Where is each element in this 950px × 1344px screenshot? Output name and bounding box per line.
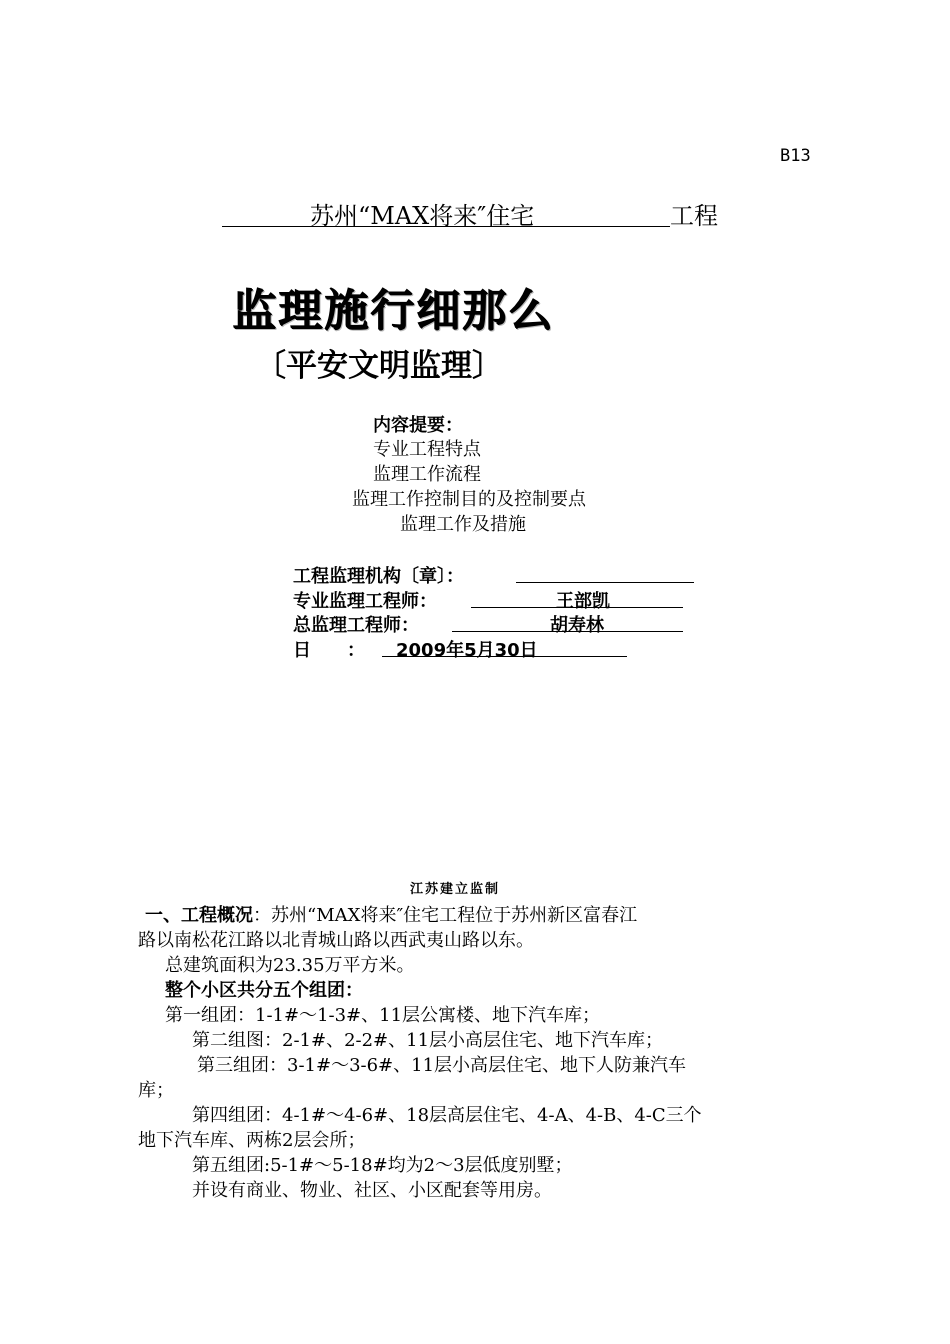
project-suffix: 工程 bbox=[670, 202, 718, 230]
document-title: 监理施行细那么 bbox=[232, 285, 554, 336]
area-text: 总建筑面积为23.35万平方米。 bbox=[165, 955, 415, 976]
engineer-label: 专业监理工程师： bbox=[293, 591, 437, 612]
document-code: B13 bbox=[780, 146, 811, 166]
group-2: 第二组图：2-1#、2-2#、11层小高层住宅、地下汽车库； bbox=[192, 1030, 664, 1051]
contents-item: 监理工作流程 bbox=[373, 464, 481, 485]
overview-colon: ： bbox=[253, 905, 271, 926]
org-label: 工程监理机构〔章〕： bbox=[293, 566, 464, 587]
chief-value: 胡寿林 bbox=[550, 615, 604, 636]
contents-label: 内容提要： bbox=[373, 415, 463, 436]
group-3-continued: 库； bbox=[138, 1080, 174, 1101]
overview-text: 苏州“MAX将来″住宅工程位于苏州新区富春江 bbox=[271, 905, 638, 926]
group-4: 第四组团：4-1#～4-6#、18层高层住宅、4-A、4-B、4-C三个 bbox=[192, 1105, 702, 1126]
date-value: 2009年5月30日 bbox=[396, 640, 538, 661]
facilities-text: 并设有商业、物业、社区、小区配套等用房。 bbox=[192, 1180, 552, 1201]
groups-heading: 整个小区共分五个组团： bbox=[165, 980, 363, 1001]
overview-paragraph bbox=[145, 901, 637, 927]
date-label: 日 ： bbox=[293, 640, 365, 661]
contents-item: 监理工作及措施 bbox=[400, 514, 526, 535]
document-subtitle: 〔平安文明监理〕 bbox=[255, 348, 503, 384]
footer-organization: 江苏建立监制 bbox=[410, 882, 501, 897]
group-4-continued: 地下汽车库、两栋2层会所； bbox=[138, 1130, 366, 1151]
overview-text-continued: 路以南松花江路以北青城山路以西武夷山路以东。 bbox=[138, 930, 534, 951]
group-1: 第一组团：1-1#～1-3#、11层公寓楼、地下汽车库； bbox=[165, 1005, 601, 1026]
org-signature-line bbox=[516, 560, 694, 583]
group-5: 第五组团:5-1#～5-18#均为2～3层低度别墅； bbox=[192, 1155, 573, 1176]
contents-item: 专业工程特点 bbox=[373, 439, 481, 460]
engineer-value: 王部凯 bbox=[556, 591, 610, 612]
overview-heading: 一、工程概况 bbox=[145, 905, 253, 926]
project-name: 苏州“MAX将来″住宅 bbox=[310, 202, 535, 230]
group-3: 第三组团：3-1#～3-6#、11层小高层住宅、地下人防兼汽车 bbox=[197, 1055, 687, 1076]
chief-label: 总监理工程师： bbox=[293, 615, 419, 636]
contents-item: 监理工作控制目的及控制要点 bbox=[352, 489, 586, 510]
